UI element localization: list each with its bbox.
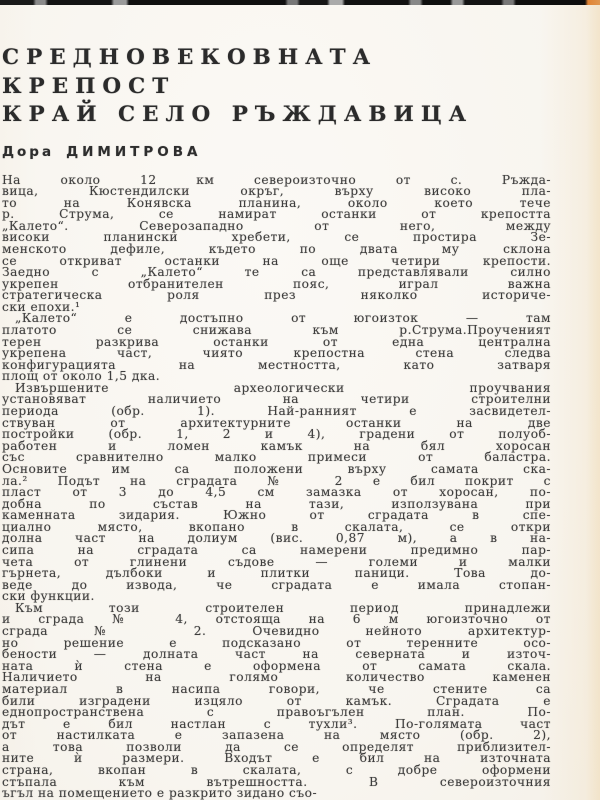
text-line: сграда № 2. Очевидно нейното архитектур- — [2, 624, 551, 639]
title-line: КРАЙ СЕЛО РЪЖДАВИЦА — [2, 102, 474, 127]
text-line: ъгъл на помещението е разкрито зидано съо- — [2, 786, 318, 800]
text-line: ните ѝ размери. Входът е бил на източната — [2, 751, 551, 766]
paragraph — [2, 172, 551, 314]
text-line: ната ѝ стена е оформена от самата скала. — [2, 658, 551, 673]
title-line: СРЕДНОВЕКОВНАТА — [2, 45, 378, 70]
text-line: постройки (обр. 1, 2 и 4), градени от полуоб- — [2, 427, 551, 442]
text-line: чета от глинени съдове — големи и малки — [2, 554, 551, 569]
text-line: и сграда № 4, отстояща на 6 м югоизточно от — [2, 612, 551, 627]
text-line: Основите им са положени върху самата ска- — [2, 461, 551, 476]
text-line: сипа на сградата са намерени предимно пар- — [2, 543, 551, 557]
text-line: площ от около 1,5 дка. — [2, 369, 161, 384]
text-line: Наличието на голямо количество каменен — [2, 670, 551, 685]
text-line: стратегическа роля през няколко историче- — [2, 288, 551, 303]
text-line: със сравнително малко примеси от баластра. — [2, 450, 551, 465]
text-line: платото се снижава към р.Струма.Проученият — [2, 323, 551, 338]
text-line: дът е бил настлан с тухли³. По-голямата част — [2, 716, 551, 731]
text-line: укрепен отбранителен пояс, играл важна — [2, 276, 551, 291]
article-title — [2, 0, 600, 130]
text-line: ски функции. — [2, 589, 95, 604]
text-line: установяват наличието на четири строителни — [2, 392, 551, 407]
text-line: вица, Кюстендилски окръг, върху високо пла- — [2, 184, 551, 199]
text-line: били изградени изцяло от камък. Сградата е — [2, 693, 551, 708]
text-line: стъпала към вътрешността. В североизточния — [2, 774, 551, 789]
text-line: Към този строителен период принадлежи — [15, 600, 551, 615]
text-line: се откриват останки на още четири крепости. — [2, 253, 551, 268]
text-line: „Калето“. Северозападно от него, между — [2, 218, 551, 233]
text-line: ски епохи.¹ — [2, 299, 81, 314]
text-line: циално място, вкопано в скалата, се откри — [2, 519, 551, 534]
text-line: то на Конявска планина, около което тече — [2, 195, 551, 210]
text-line: каменната зидария. Южно от сградата в спе- — [2, 508, 551, 523]
text-line: долна част на долиум (вис. 0,87 м), а в на- — [2, 531, 551, 546]
article-body — [2, 172, 551, 800]
text-line: а това позволи да се определят приблизител- — [2, 739, 551, 754]
text-line: Извършените археологически проучвания — [15, 380, 551, 395]
text-line: материал в насипа говори, че стените са — [2, 681, 551, 696]
text-line: бености — долната част на северната и източ- — [2, 647, 551, 662]
text-line: ла.² Подът на сградата № 2 е бил покрит с — [2, 473, 551, 488]
text-line: периода (обр. 1). Най-ранният е засвидетел- — [2, 404, 551, 419]
text-line: еднопространствена с правоъгълен план. По- — [2, 705, 551, 720]
text-line: терен разкрива останки от една централна — [2, 334, 551, 349]
text-line: р. Струма, се намират останки от крепостта — [2, 207, 551, 222]
text-line: менското дефиле, където по двата му склона — [2, 241, 551, 256]
author-first-name: Дора — [2, 143, 55, 160]
text-line: „Калето“ е достъпно от югоизток — там — [15, 311, 551, 326]
paragraph — [2, 380, 551, 604]
article-header — [0, 0, 600, 160]
text-line: укрепена част, чиято крепостна стена следва — [2, 346, 551, 361]
text-line: високи планински хребети, се простира Зе- — [2, 230, 551, 245]
author-byline — [2, 144, 600, 160]
text-line: гърнета, дълбоки и плитки паници. Това до- — [2, 566, 551, 581]
title-line: КРЕПОСТ — [2, 73, 176, 99]
text-line: Заедно с „Калето“ те са представлявали силно — [2, 265, 551, 280]
scan-edge-artifact-top — [0, 0, 600, 5]
text-line: страна, вкопан в скалата, с добре оформени — [2, 762, 551, 777]
paragraph — [2, 313, 551, 382]
text-line: пласт от 3 до 4,5 см замазка от хоросан, по- — [2, 485, 551, 500]
text-line: добна по състав на тази, използувана при — [2, 496, 551, 511]
text-line: работен и ломен камък на бял хоросан — [2, 438, 551, 453]
author-last-name: ДИМИТРОВА — [66, 143, 202, 160]
text-line: но решение е подсказано от теренните осо- — [2, 635, 551, 650]
text-line: от настилката е запазена на място (обр. 2), — [2, 728, 551, 743]
paragraph — [2, 600, 551, 800]
text-line: На около 12 км североизточно от с. Ръжда- — [2, 172, 551, 187]
text-line: конфигурацията на местността, като затваря — [2, 357, 551, 372]
text-line: веде до извода, че сградата е имала стопан- — [2, 577, 551, 592]
text-line: ствуван от архитектурните останки на две — [2, 415, 551, 430]
